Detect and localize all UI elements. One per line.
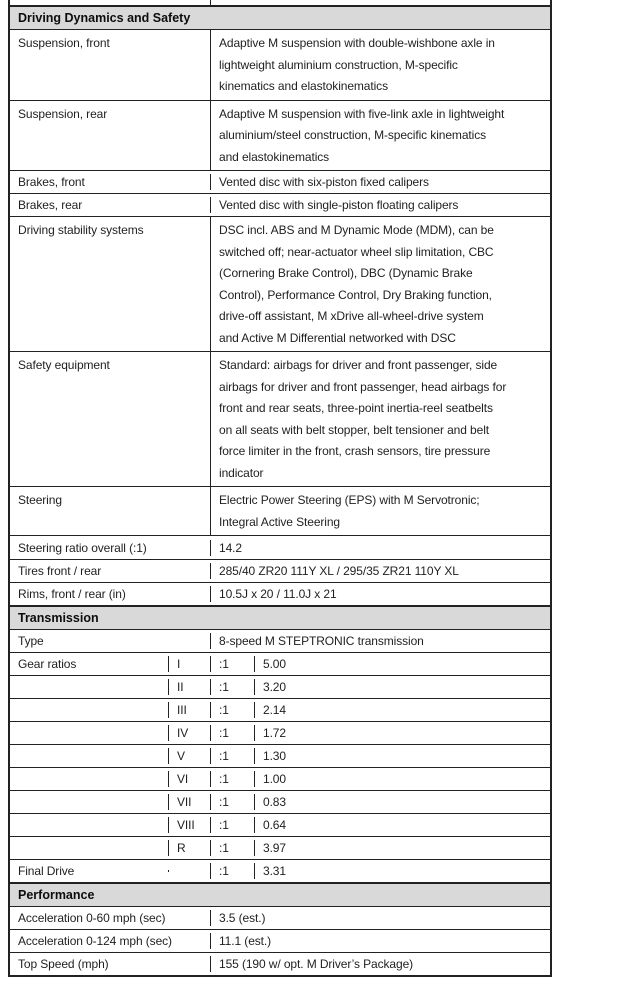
gear-row-1 [10,652,550,675]
ratio-unit: :1 [210,794,254,810]
row-label: Safety equipment [18,358,110,372]
gear-row-label [10,686,168,688]
gear-row-3 [10,698,550,721]
gear-numeral: V [168,748,210,764]
gear-row-label [10,732,168,734]
spec-row-safety-equipment [10,351,550,486]
spec-row-accel-0-124 [10,929,550,952]
gear-numeral [168,870,210,872]
gear-row-label [10,847,168,849]
row-value: Electric Power Steering (EPS) with M Servotronic; Integral Active Steering [210,487,550,535]
ratio-unit: :1 [210,702,254,718]
row-value: 3.5 (est.) [210,910,550,926]
gear-row-4 [10,721,550,744]
gear-row-label: Gear ratios [18,657,77,671]
gear-numeral: VI [168,771,210,787]
gear-ratio-value: 1.72 [254,725,550,741]
gear-row-label [10,709,168,711]
gear-ratio-value: 0.83 [254,794,550,810]
ratio-unit: :1 [210,656,254,672]
gear-row-label [10,755,168,757]
row-label: Tires front / rear [18,564,102,578]
row-value: 10.5J x 20 / 11.0J x 21 [210,586,550,602]
spec-row-transmission-type [10,629,550,652]
ratio-unit: :1 [210,817,254,833]
ratio-unit: :1 [210,725,254,741]
gear-ratio-value: 1.30 [254,748,550,764]
spec-row-suspension-rear [10,100,550,171]
spec-row-accel-0-60 [10,906,550,929]
spec-row-stability-systems [10,216,550,351]
row-label: Suspension, rear [18,106,108,121]
row-value: Vented disc with six-piston fixed calipers [210,174,550,190]
section-title: Transmission [18,611,99,625]
gear-row-5 [10,744,550,767]
gear-row-label [10,801,168,803]
spec-row-suspension-front [10,29,550,100]
section-header-transmission [10,605,550,629]
ratio-unit: :1 [210,840,254,856]
ratio-unit: :1 [210,863,254,879]
gear-ratio-value: 5.00 [254,656,550,672]
gear-ratio-value: 0.64 [254,817,550,833]
gear-row-final-drive [10,859,550,882]
ratio-unit: :1 [210,748,254,764]
row-label: Type [18,634,44,648]
row-label: Brakes, rear [18,198,83,212]
row-value: 11.1 (est.) [210,933,550,949]
spec-row-steering [10,486,550,535]
spec-row-steering-ratio [10,535,550,559]
gear-row-label [10,824,168,826]
gear-numeral: IV [168,725,210,741]
row-value: Vented disc with single-piston floating calipers [210,197,550,213]
row-label: Suspension, front [18,36,110,50]
spec-row-tires [10,559,550,582]
row-value: Standard: airbags for driver and front passenger, side airbags for driver and front passenger, head airbags for front and rear seats, three-point inertia-reel seatbelts on all seats with belt stopper, belt tensioner and belt force limiter in the front, crash sensors, tire pressure indicator [210,352,550,486]
row-label: Steering [18,493,62,507]
gear-numeral: II [168,679,210,695]
section-header-performance [10,882,550,906]
gear-ratio-value: 2.14 [254,702,550,718]
row-value: 8-speed M STEPTRONIC transmission [210,633,550,649]
gear-numeral: III [168,702,210,718]
row-label: Acceleration 0-60 mph (sec) [18,911,166,925]
gear-ratio-value: 1.00 [254,771,550,787]
row-label: Driving stability systems [18,223,144,237]
gear-numeral: VII [168,794,210,810]
cutoff-row-label-cell [10,0,210,5]
cutoff-row-value-cell [210,0,550,5]
row-label: Brakes, front [18,175,85,189]
spec-table [8,0,552,977]
row-value: Adaptive M suspension with five-link axle in lightweight aluminium/steel construction, M-specific kinematics and elastokinematics [210,101,550,171]
spec-row-rims [10,582,550,605]
spec-row-top-speed [10,952,550,975]
cutoff-row [10,0,550,5]
gear-row-label [10,778,168,780]
gear-row-6 [10,767,550,790]
ratio-unit: :1 [210,771,254,787]
row-label: Acceleration 0-124 mph (sec) [18,934,172,948]
gear-ratio-value: 3.31 [254,863,550,879]
gear-ratio-value: 3.97 [254,840,550,856]
row-value: 14.2 [210,540,550,556]
row-label: Top Speed (mph) [18,957,109,971]
row-value: 155 (190 w/ opt. M Driver’s Package) [210,956,550,972]
row-value: DSC incl. ABS and M Dynamic Mode (MDM), can be switched off; near-actuator wheel slip limitation, CBC (Cornering Brake Control), DBC (Dynamic Brake Control), Performance Control, Dry Braking function, drive-off assistant, M xDrive all-wheel-drive system and Active M Differential networked with DSC [210,217,550,351]
ratio-unit: :1 [210,679,254,695]
row-value: 285/40 ZR20 111Y XL / 295/35 ZR21 110Y XL [210,563,550,579]
gear-row-8 [10,813,550,836]
gear-row-reverse [10,836,550,859]
row-value: Adaptive M suspension with double-wishbone axle in lightweight aluminium construction, M-specific kinematics and elastokinematics [210,30,550,100]
gear-numeral: R [168,840,210,856]
gear-row-2 [10,675,550,698]
spec-row-brakes-rear [10,193,550,216]
gear-row-7 [10,790,550,813]
gear-numeral: I [168,656,210,672]
section-title: Driving Dynamics and Safety [18,11,191,25]
gear-numeral: VIII [168,817,210,833]
gear-ratio-value: 3.20 [254,679,550,695]
section-header-driving-dynamics [10,5,550,29]
row-label: Rims, front / rear (in) [18,587,126,601]
spec-row-brakes-front [10,170,550,193]
section-title: Performance [18,888,95,902]
row-label: Steering ratio overall (:1) [18,540,147,555]
gear-row-label: Final Drive [18,864,75,878]
